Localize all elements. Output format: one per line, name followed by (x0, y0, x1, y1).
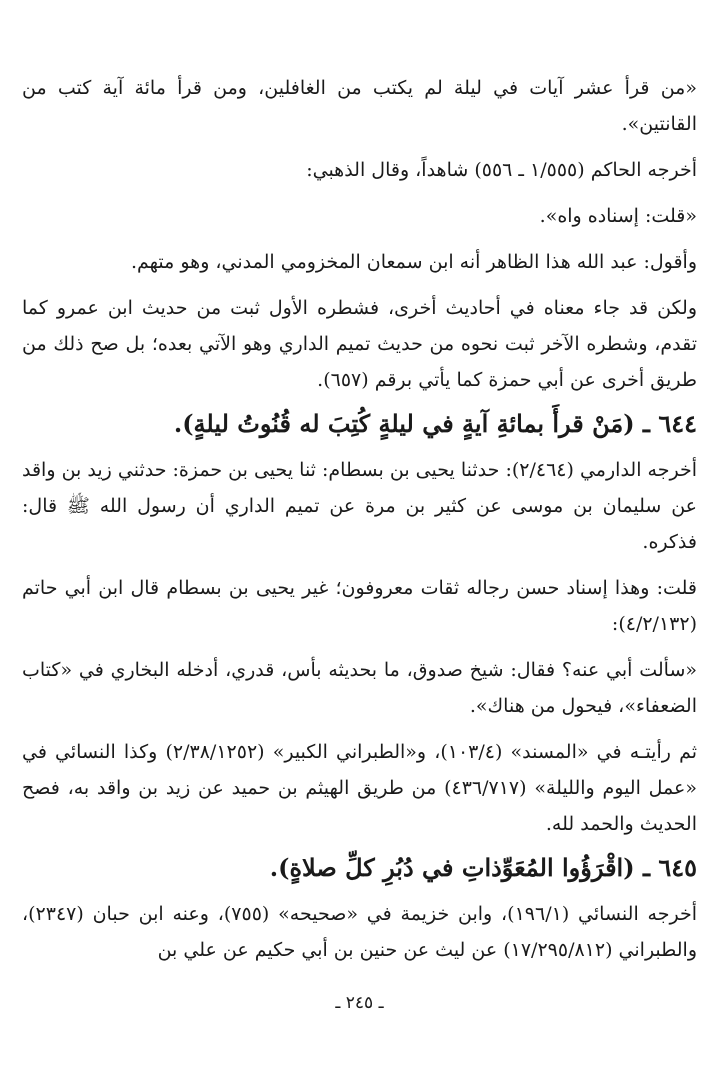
takhrij-paragraph: أخرجه الحاكم (١/٥٥٥ ـ ٥٥٦) شاهداً، وقال الذهبي: (306, 159, 697, 181)
hadith-heading-644: ٦٤٤ ـ (مَنْ قرأَ بمائةِ آيةٍ في ليلةٍ كُتِبَ له قُنُوتُ ليلةٍ). (173, 409, 697, 438)
commentary-paragraph: ثم رأيتـه في «المسند» (١٠٣/٤)، و«الطبراني الكبير» (٢/٣٨/١٢٥٢) وكذا النسائي في «عمل اليوم والليلة» (٤٣٦/٧١٧) من طريق الهيثم بن حميد عن زيد بن واقد به، فصح الحديث والحمد لله. (22, 741, 697, 835)
takhrij-paragraph: أخرجه الدارمي (٢/٤٦٤): حدثنا يحيى بن بسطام: ثنا يحيى بن حمزة: حدثني زيد بن واقد عن سليمان بن موسى عن كثير بن مرة عن تميم الداري أن رسول الله ﷺ قال: فذكره. (22, 459, 697, 553)
page-number: ـ ٢٤٥ ـ (335, 993, 384, 1013)
quote-paragraph: «قلت: إسناده واه». (539, 205, 697, 227)
commentary-paragraph: قلت: وهذا إسناد حسن رجاله ثقات معروفون؛ غير يحيى بن بسطام قال ابن أبي حاتم (٤/٢/١٣٢): (22, 577, 697, 635)
commentary-paragraph: ولكن قد جاء معناه في أحاديث أخرى، فشطره الأول ثبت من حديث ابن عمرو كما تقدم، وشطره الآخر ثبت نحوه من حديث تميم الداري وهو الآتي بعده؛ بل صح ذلك من طريق أخرى عن أبي حمزة كما يأتي برقم (٦٥٧). (22, 297, 697, 391)
takhrij-paragraph: أخرجه النسائي (١٩٦/١)، وابن خزيمة في «صحيحه» (٧٥٥)، وعنه ابن حبان (٢٣٤٧)، والطبراني (١٧/٢٩٥/٨١٢) عن ليث عن حنين بن أبي حكيم عن علي بن (22, 903, 697, 961)
quote-paragraph: «سألت أبي عنه؟ فقال: شيخ صدوق، ما بحديثه بأس، قدري، أدخله البخاري في «كتاب الضعفاء»، فيحول من هناك». (22, 659, 697, 717)
hadith-text-continuation: «من قرأ عشر آيات في ليلة لم يكتب من الغافلين، ومن قرأ مائة آية كتب من القانتين». (22, 77, 697, 135)
commentary-paragraph: وأقول: عبد الله هذا الظاهر أنه ابن سمعان المخزومي المدني، وهو متهم. (130, 251, 697, 273)
hadith-heading-645: ٦٤٥ ـ (اقْرَؤُوا المُعَوِّذاتِ في دُبُرِ كلِّ صلاةٍ). (269, 853, 697, 882)
